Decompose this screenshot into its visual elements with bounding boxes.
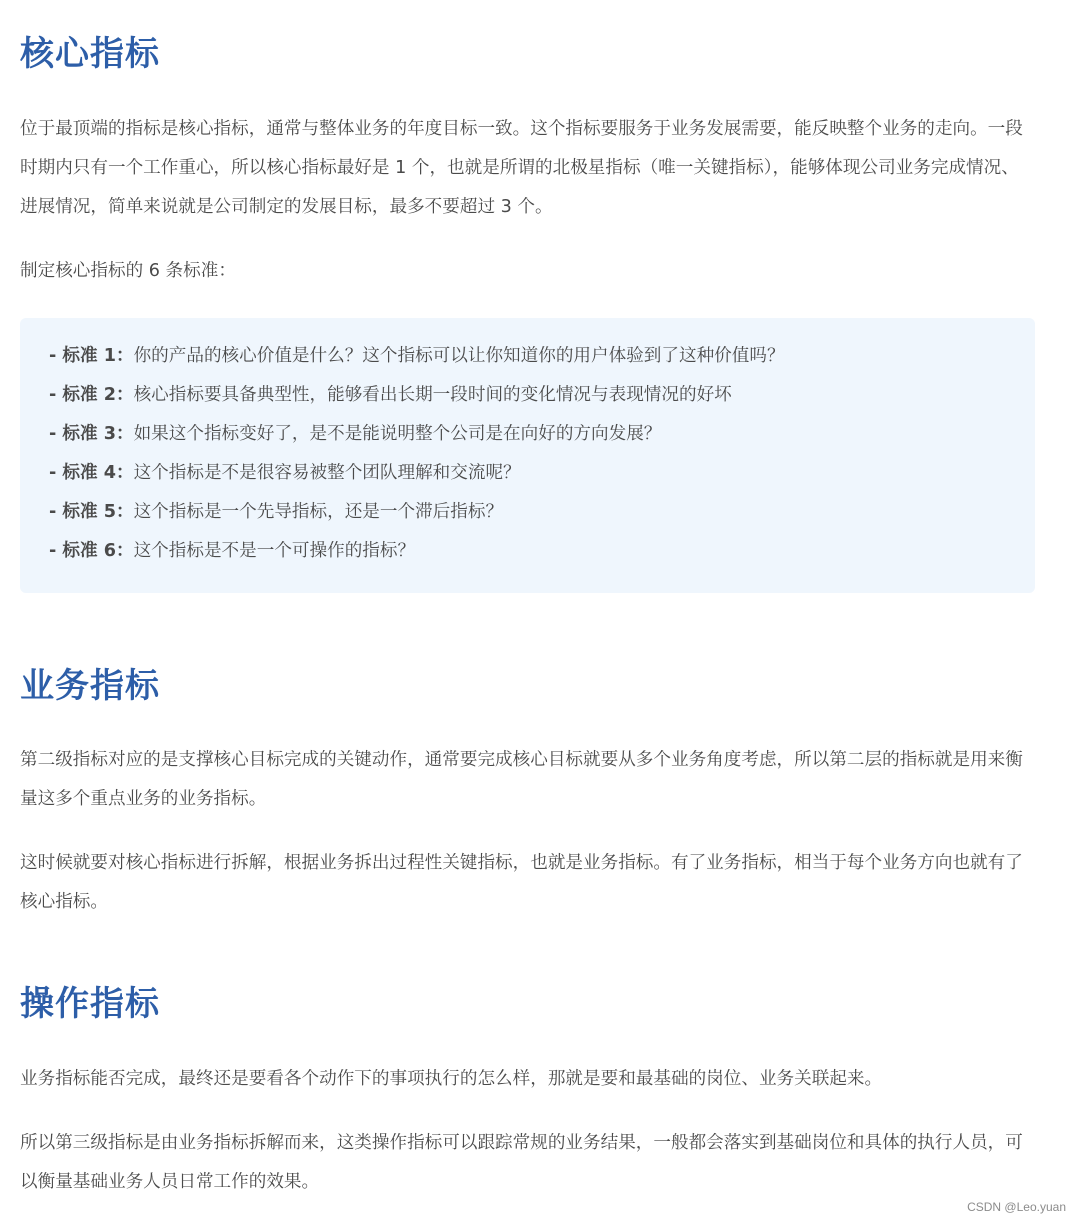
criteria-label: - 标准 2： — [49, 385, 134, 405]
criteria-item-5 — [49, 493, 1015, 532]
paragraph-criteria-intro: 制定核心指标的 6 条标准： — [20, 261, 236, 281]
paragraph-operation-metrics-1: 业务指标能否完成，最终还是要看各个动作下的事项执行的怎么样，那就是要和最基础的岗位、业务关联起来。 — [20, 1069, 883, 1089]
criteria-label: - 标准 1： — [49, 346, 134, 366]
criteria-text: 这个指标是一个先导指标，还是一个滞后指标？ — [133, 502, 504, 522]
paragraph-business-metrics-2: 这时候就要对核心指标进行拆解，根据业务拆出过程性关键指标，也就是业务指标。有了业务指标，相当于每个业务方向也就有了核心指标。 — [20, 853, 1023, 912]
criteria-text: 核心指标要具备典型性，能够看出长期一段时间的变化情况与表现情况的好坏 — [133, 385, 732, 405]
criteria-text: 这个指标是不是一个可操作的指标？ — [133, 541, 416, 561]
criteria-callout — [20, 318, 1035, 593]
section-title-business-metrics: 业务指标 — [20, 666, 160, 706]
criteria-label: - 标准 4： — [49, 463, 134, 483]
criteria-label: - 标准 5： — [49, 502, 134, 522]
criteria-item-4 — [49, 454, 1015, 493]
criteria-text: 如果这个指标变好了，是不是能说明整个公司是在向好的方向发展？ — [133, 424, 662, 444]
criteria-text: 你的产品的核心价值是什么？这个指标可以让你知道你的用户体验到了这种价值吗？ — [133, 346, 785, 366]
section-title-core-metrics: 核心指标 — [20, 34, 160, 74]
criteria-text: 这个指标是不是很容易被整个团队理解和交流呢？ — [133, 463, 521, 483]
criteria-item-2 — [49, 376, 1015, 415]
paragraph-operation-metrics-2: 所以第三级指标是由业务指标拆解而来，这类操作指标可以跟踪常规的业务结果，一般都会落实到基础岗位和具体的执行人员，可以衡量基础业务人员日常工作的效果。 — [20, 1133, 1023, 1192]
criteria-item-3 — [49, 415, 1015, 454]
criteria-label: - 标准 3： — [49, 424, 134, 444]
paragraph-core-metrics-intro: 位于最顶端的指标是核心指标，通常与整体业务的年度目标一致。这个指标要服务于业务发展需要，能反映整个业务的走向。一段时期内只有一个工作重心，所以核心指标最好是 1 个，也就是所谓的北极星指标（唯一关键指标），能够体现公司业务完成情况、进展情况，简单来说就是公司制定的发展目标，最多不要超过 3 个。 — [20, 119, 1023, 217]
paragraph-business-metrics-1: 第二级指标对应的是支撑核心目标完成的关键动作，通常要完成核心目标就要从多个业务角度考虑，所以第二层的指标就是用来衡量这多个重点业务的业务指标。 — [20, 750, 1023, 809]
csdn-watermark: CSDN @Leo.yuan — [967, 1200, 1066, 1214]
criteria-item-1 — [49, 337, 1015, 376]
criteria-label: - 标准 6： — [49, 541, 134, 561]
criteria-item-6 — [49, 532, 1015, 571]
section-title-operation-metrics: 操作指标 — [20, 984, 160, 1024]
